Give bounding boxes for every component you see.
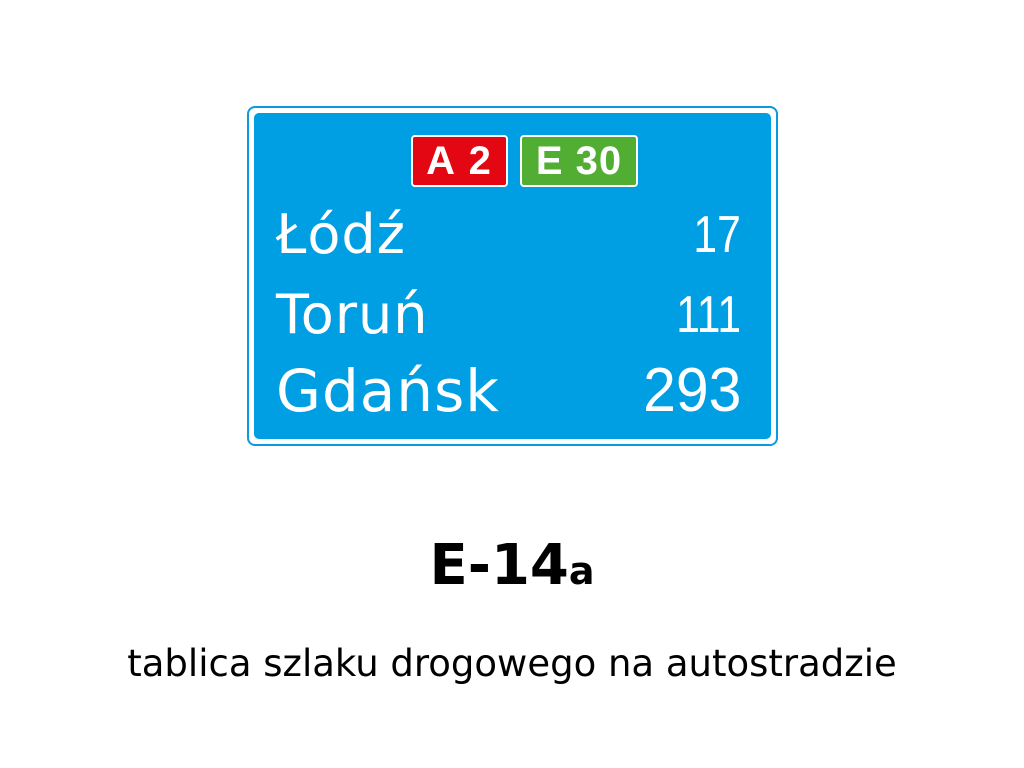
destination-name: Toruń: [276, 283, 429, 346]
destination-row: [276, 279, 741, 351]
destination-distance: 17: [693, 206, 741, 264]
sign-blue-field: [254, 113, 771, 439]
road-number-plate: A 2: [411, 135, 508, 187]
sign-code-main: E-14: [429, 533, 569, 598]
destination-row: [276, 199, 741, 271]
destination-row: [276, 355, 741, 427]
sign-code: [0, 528, 1024, 609]
destination-name: Gdańsk: [276, 357, 500, 425]
destination-name: Łódź: [276, 203, 407, 266]
sign-code-suffix: a: [568, 549, 595, 593]
european-route-plate: E 30: [520, 135, 638, 187]
sign-description: tablica szlaku drogowego na autostradzie: [127, 642, 897, 685]
destination-distance: 111: [676, 286, 741, 344]
destination-distance: 293: [642, 356, 741, 425]
road-sign: [247, 106, 778, 446]
